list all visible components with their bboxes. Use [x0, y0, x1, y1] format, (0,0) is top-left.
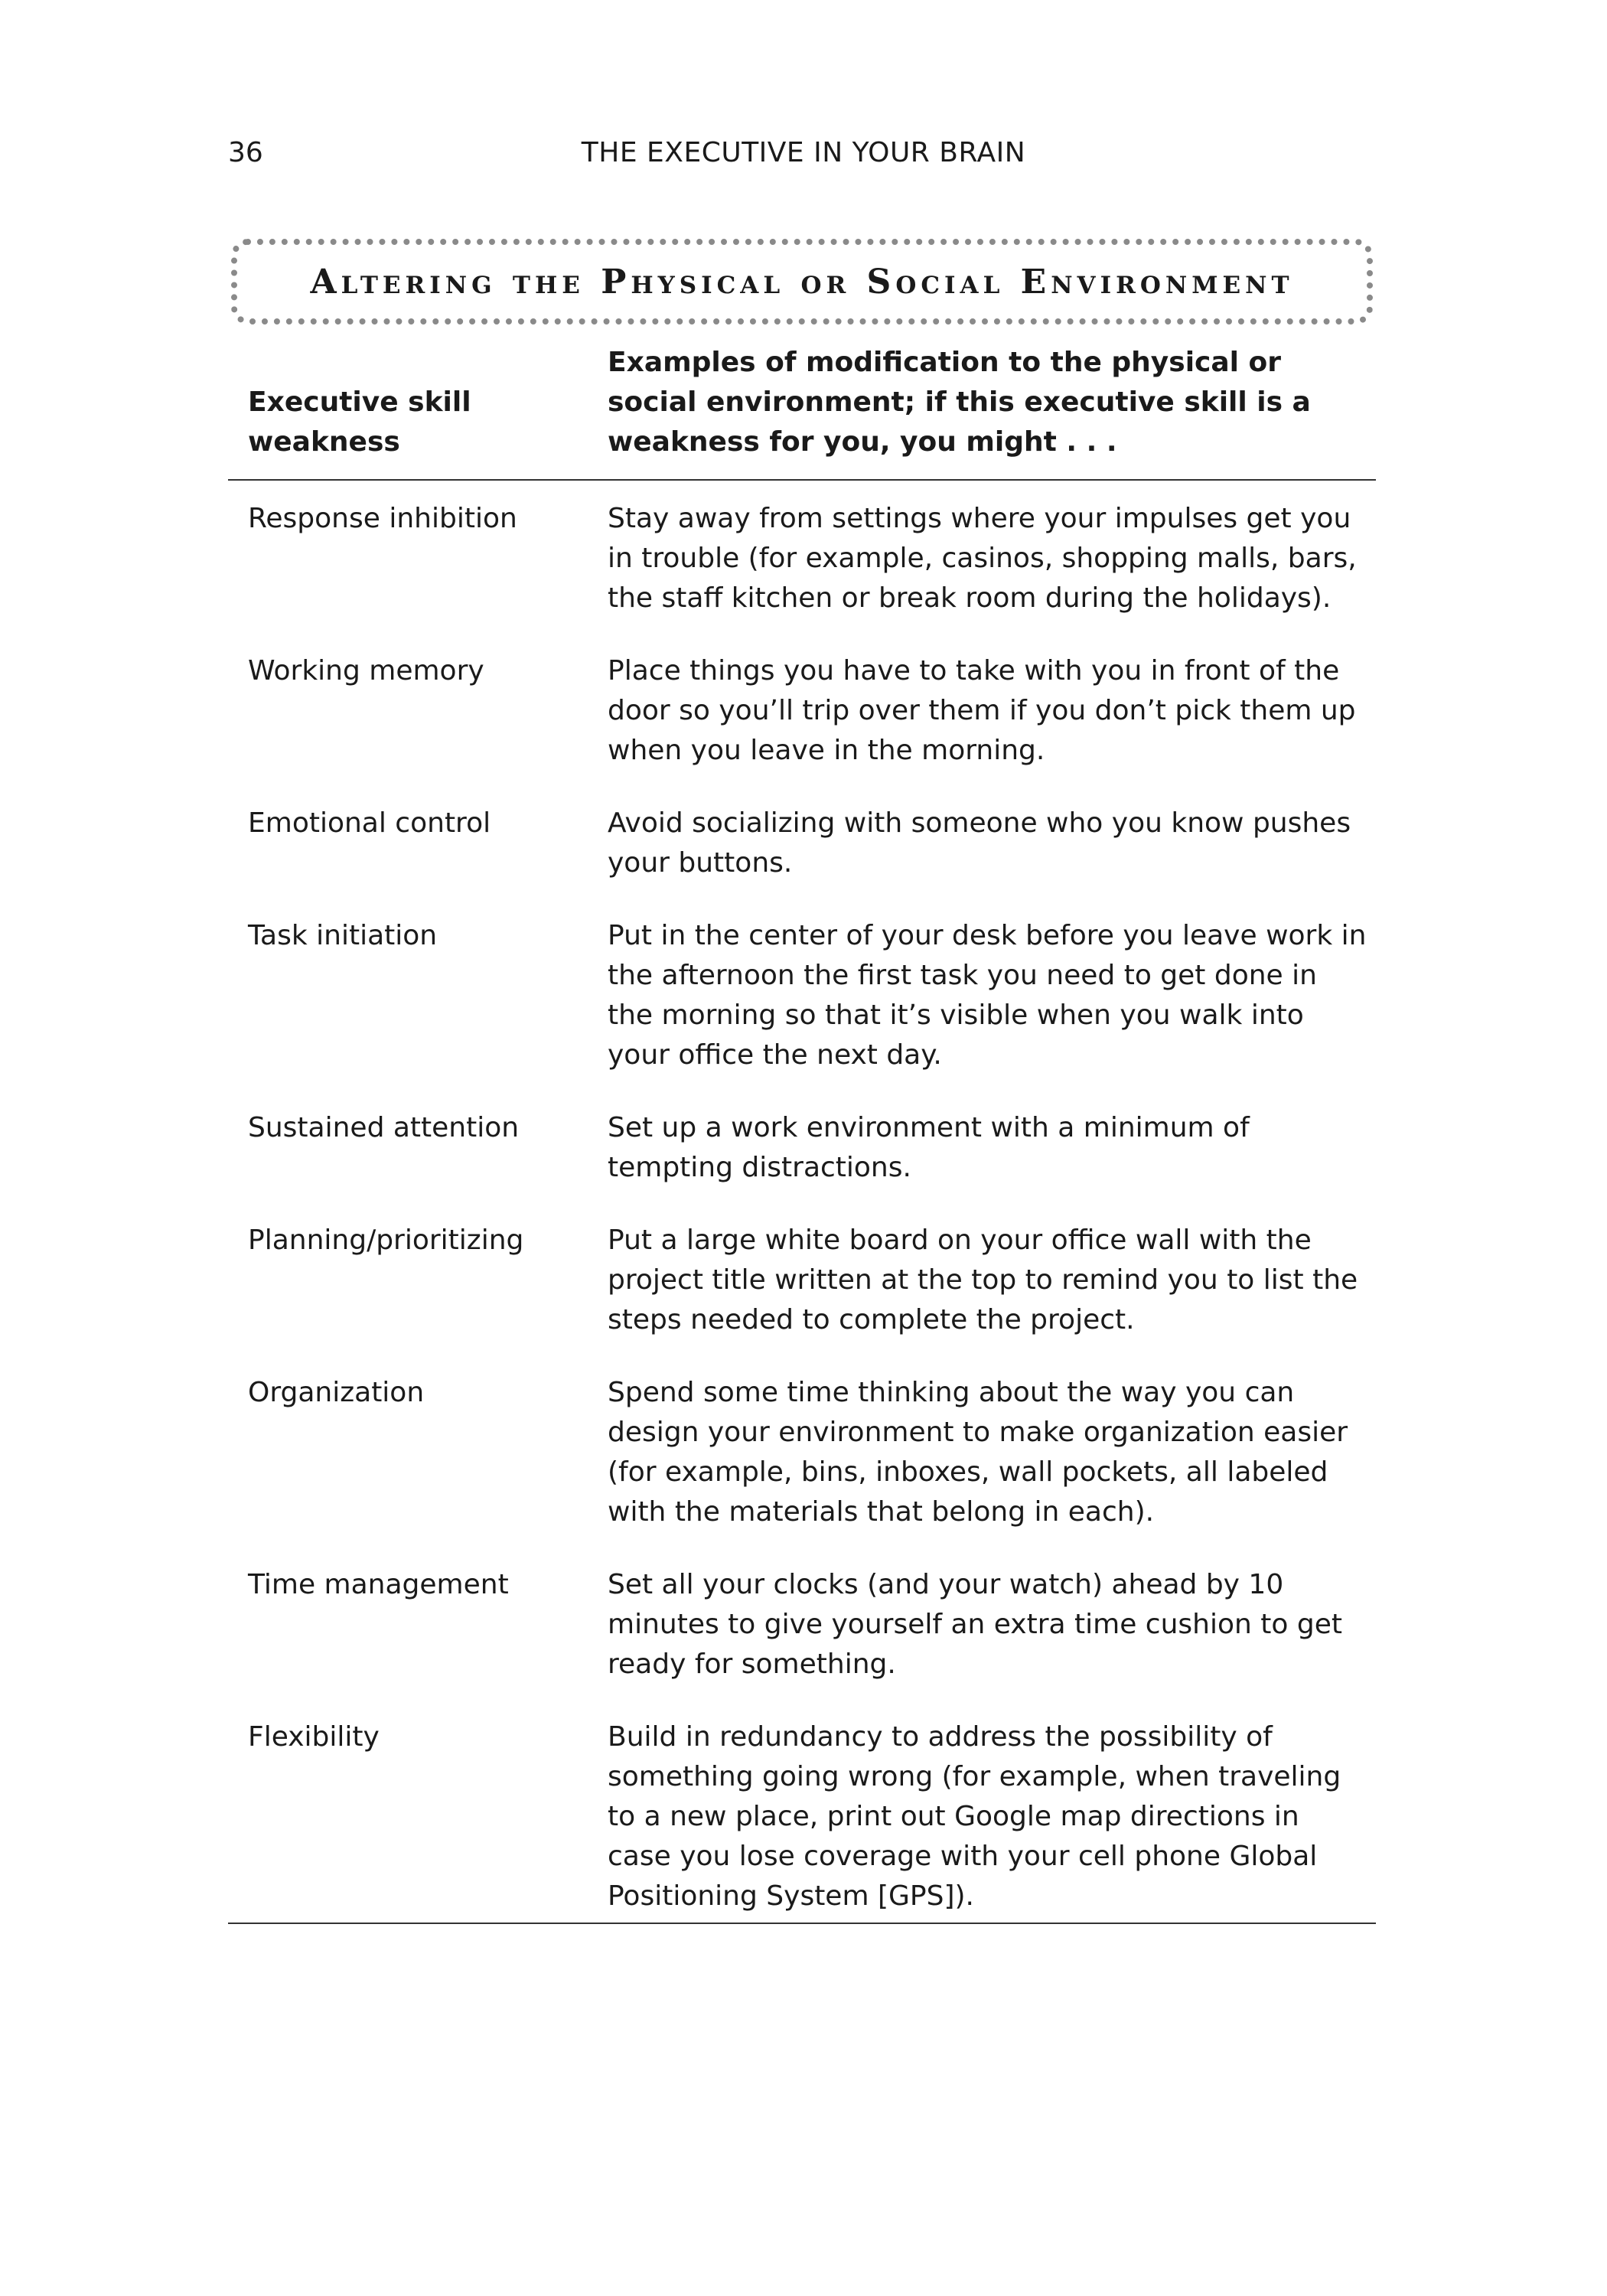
table-row: [228, 1717, 1376, 1916]
skill-cell: Organization: [248, 1377, 425, 1408]
skill-cell: Sustained attention: [248, 1112, 520, 1143]
section-title: Altering the Physical or Social Environment: [310, 262, 1294, 302]
table-row: [228, 1108, 1376, 1188]
table-row: [228, 499, 1376, 618]
skill-cell: Working memory: [248, 655, 484, 687]
skill-cell: Response inhibition: [248, 503, 517, 534]
example-cell: Avoid socializing with someone who you know pushes your buttons.: [608, 807, 1351, 879]
example-cell: Spend some time thinking about the way you can design your environment to make organization easier (for example, bins, inboxes, wall pockets, all labeled with the materials that belong in each).: [608, 1377, 1348, 1528]
column-header-skill: Executive skill weakness: [248, 386, 471, 458]
example-cell: Put a large white board on your office wall with the project title written at the top to remind you to list the steps needed to complete the project.: [608, 1225, 1358, 1336]
skill-cell: Planning/prioritizing: [248, 1225, 524, 1256]
table-row: [228, 916, 1376, 1075]
example-cell: Stay away from settings where your impulses get you in trouble (for example, casinos, shopping malls, bars, the staff kitchen or break room during the holidays).: [608, 503, 1357, 614]
skills-table: [228, 343, 1376, 1924]
table-row: [228, 1221, 1376, 1340]
skill-cell: Time management: [248, 1569, 509, 1600]
running-head: THE EXECUTIVE IN YOUR BRAIN: [581, 137, 1026, 168]
table-row: [228, 1565, 1376, 1684]
column-header-example: Examples of modification to the physical or social environment; if this executive skill is a weakness for you, you might . . .: [608, 347, 1311, 458]
example-cell: Place things you have to take with you in front of the door so you’ll trip over them if you don’t pick them up when you leave in the morning.: [608, 655, 1356, 766]
table-body: [228, 481, 1376, 1924]
skill-cell: Flexibility: [248, 1721, 380, 1753]
example-cell: Set up a work environment with a minimum of tempting distractions.: [608, 1112, 1250, 1183]
table-row: [228, 804, 1376, 883]
table-header: [228, 343, 1376, 481]
page-number: 36: [228, 137, 263, 168]
section-title-box: [231, 239, 1373, 325]
example-cell: Put in the center of your desk before you leave work in the afternoon the first task you need to get done in the morning so that it’s visible when you walk into your office the next day.: [608, 920, 1367, 1071]
example-cell: Build in redundancy to address the possibility of something going wrong (for example, when traveling to a new place, print out Google map directions in case you lose coverage with your cell phone Global Positioning System [GPS]).: [608, 1721, 1341, 1912]
skill-cell: Emotional control: [248, 807, 491, 839]
skill-cell: Task initiation: [248, 920, 438, 951]
example-cell: Set all your clocks (and your watch) ahead by 10 minutes to give yourself an extra time cushion to get ready for something.: [608, 1569, 1342, 1680]
table-row: [228, 651, 1376, 771]
table-row: [228, 1373, 1376, 1532]
